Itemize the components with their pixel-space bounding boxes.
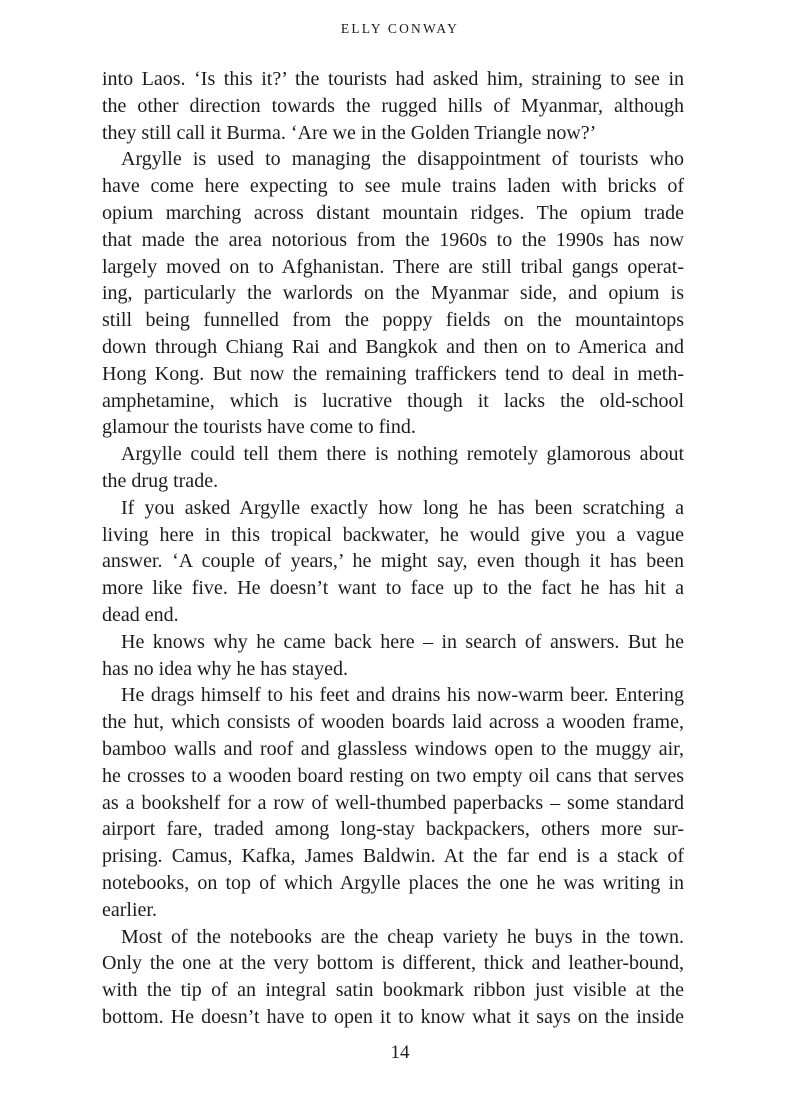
text-line: more like five. He doesn’t want to face up to the fact he has hit a xyxy=(102,577,684,600)
text-line: opium marching across distant mountain ridges. The opium trade xyxy=(102,201,684,224)
text-line: ing, particularly the warlords on the Myanmar side, and opium is xyxy=(102,282,684,305)
text-line: glamour the tourists have come to find. xyxy=(102,416,416,439)
text-line: Argylle could tell them there is nothing remotely glamorous about xyxy=(121,443,684,466)
text-line: amphetamine, which is lucrative though it lacks the old-school xyxy=(102,389,684,412)
text-line: Argylle is used to managing the disappointment of tourists who xyxy=(121,148,684,171)
text-line: bamboo walls and roof and glassless windows open to the muggy air, xyxy=(102,737,684,760)
text-line: prising. Camus, Kafka, James Baldwin. At the far end is a stack of xyxy=(102,845,684,868)
text-line: dead end. xyxy=(102,603,179,626)
text-line: answer. ‘A couple of years,’ he might say, even though it has been xyxy=(102,550,684,573)
text-line: Most of the notebooks are the cheap variety he buys in the town. xyxy=(121,925,684,948)
text-line: down through Chiang Rai and Bangkok and then on to America and xyxy=(102,335,684,358)
text-line: notebooks, on top of which Argylle places the one he was writing in xyxy=(102,871,684,894)
text-line: bottom. He doesn’t have to open it to know what it says on the inside xyxy=(102,1005,684,1028)
text-line: largely moved on to Afghanistan. There are still tribal gangs operat- xyxy=(102,255,684,278)
text-line: He knows why he came back here – in search of answers. But he xyxy=(121,630,684,653)
body-text xyxy=(102,66,684,1031)
text-line: Hong Kong. But now the remaining traffickers tend to deal in meth- xyxy=(102,362,684,385)
text-line: has no idea why he has stayed. xyxy=(102,657,349,680)
text-line: as a bookshelf for a row of well-thumbed paperbacks – some standard xyxy=(102,791,684,814)
text-line: with the tip of an integral satin bookmark ribbon just visible at the xyxy=(102,979,684,1002)
text-line: airport fare, traded among long-stay backpackers, others more sur- xyxy=(102,818,684,841)
text-line: living here in this tropical backwater, he would give you a vague xyxy=(102,523,684,546)
text-line: he crosses to a wooden board resting on two empty oil cans that serves xyxy=(102,764,684,787)
text-line: earlier. xyxy=(102,898,157,921)
text-line: He drags himself to his feet and drains his now-warm beer. Entering xyxy=(121,684,684,707)
text-line: still being funnelled from the poppy fields on the mountaintops xyxy=(102,309,684,332)
text-line: the hut, which consists of wooden boards laid across a wooden frame, xyxy=(102,711,684,734)
text-line: Only the one at the very bottom is different, thick and leather-bound, xyxy=(102,952,684,975)
text-line: the drug trade. xyxy=(102,469,219,492)
text-line: that made the area notorious from the 1960s to the 1990s has now xyxy=(102,228,684,251)
text-line: If you asked Argylle exactly how long he has been scratching a xyxy=(121,496,684,519)
text-line: have come here expecting to see mule trains laden with bricks of xyxy=(102,175,684,198)
text-line: the other direction towards the rugged hills of Myanmar, although xyxy=(102,94,684,117)
page-number: 14 xyxy=(390,1042,410,1063)
text-line: they still call it Burma. ‘Are we in the Golden Triangle now?’ xyxy=(102,121,597,144)
text-line: into Laos. ‘Is this it?’ the tourists had asked him, straining to see in xyxy=(102,68,684,90)
running-head: ELLY CONWAY xyxy=(340,21,460,36)
